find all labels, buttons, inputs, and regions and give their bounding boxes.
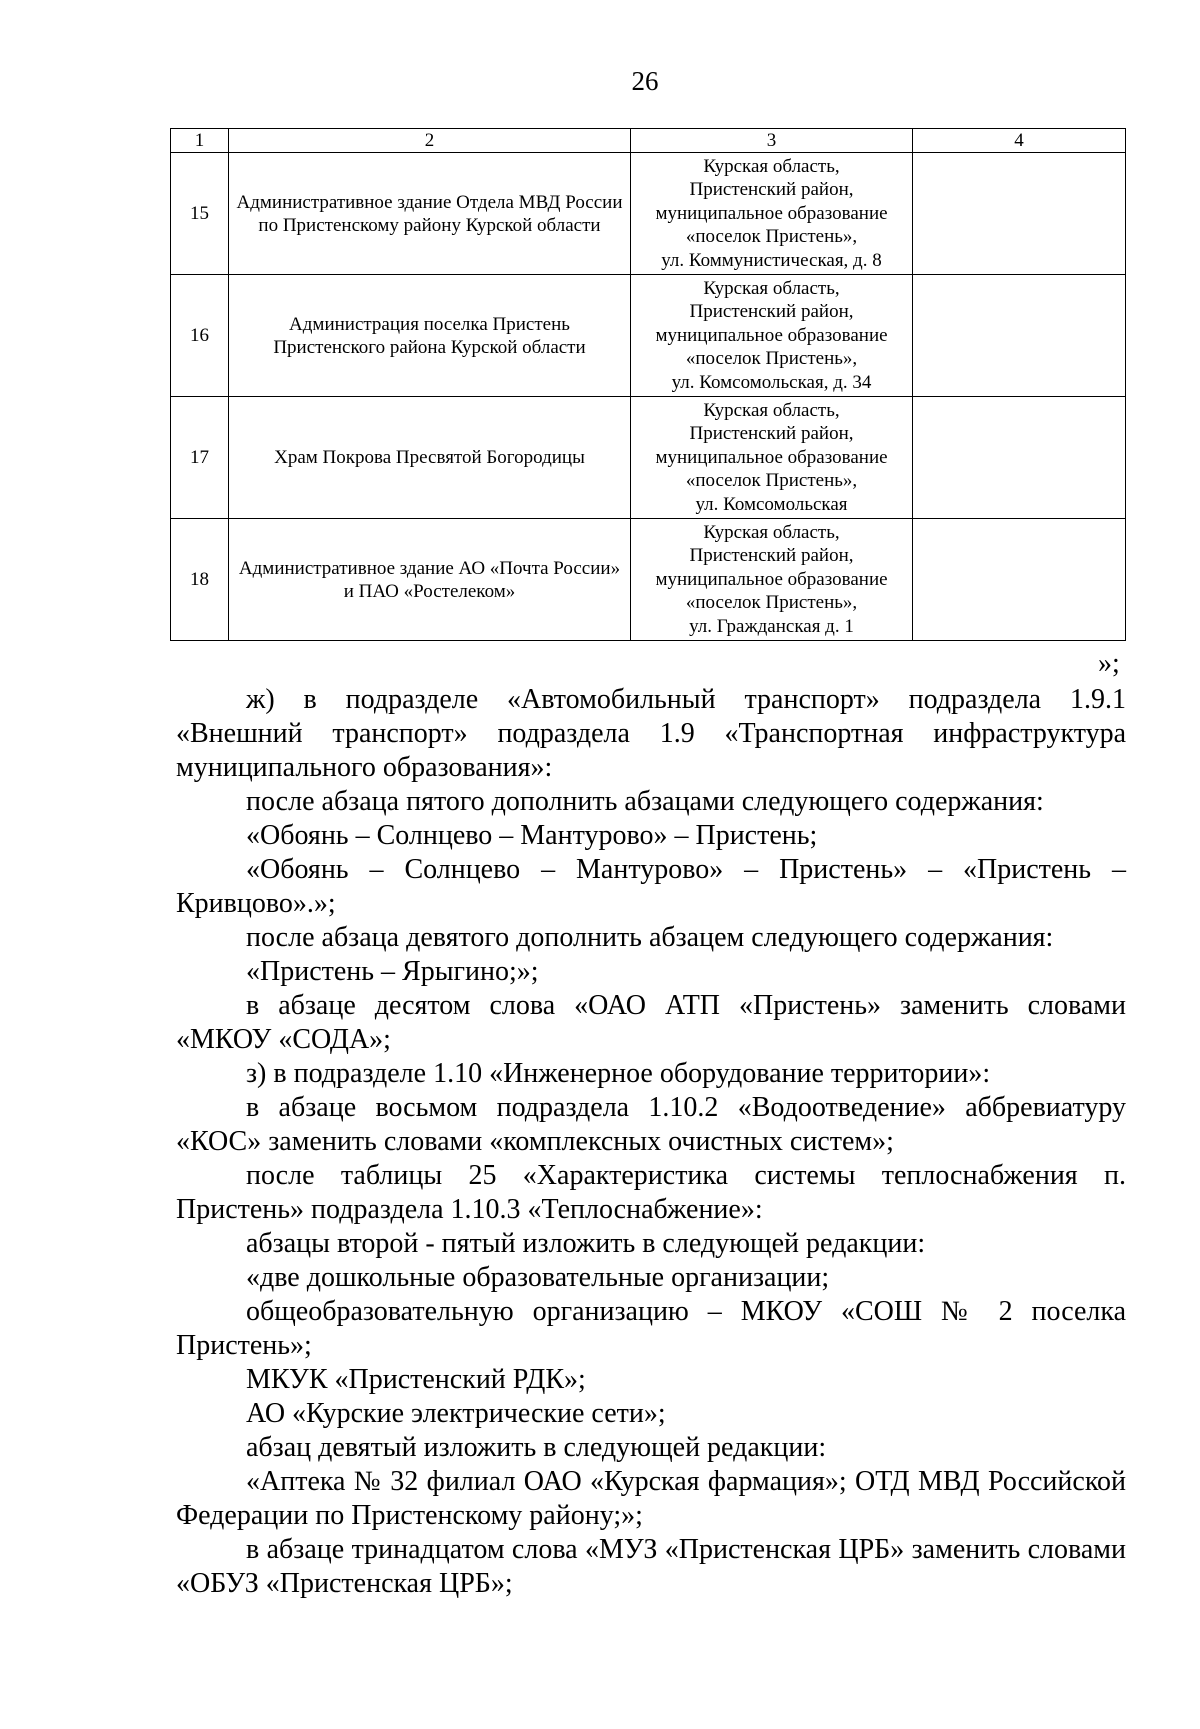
paragraph: ж) в подразделе «Автомобильный транспорт» подраздела 1.9.1 «Внешний транспорт» подраздела 1.9 «Транспортная инфраструктура муниципального образования»: <box>176 684 1126 783</box>
address-line: «поселок Пристень», <box>685 470 858 492</box>
address-line: «поселок Пристень», <box>685 348 858 370</box>
paragraph: МКУК «Пристенский РДК»; <box>246 1364 586 1395</box>
table-header-cell: 3 <box>631 129 913 153</box>
address-line: Курская область, <box>703 155 840 177</box>
paragraph: в абзаце тринадцатом слова «МУЗ «Пристенская ЦРБ» заменить словами «ОБУЗ «Пристенская ЦРБ»; <box>176 1534 1126 1599</box>
paragraph: общеобразовательную организацию – МКОУ «СОШ № 2 поселка Пристень»; <box>176 1296 1126 1361</box>
object-name: Храм Покрова Пресвятой Богородицы <box>229 397 631 519</box>
row-number: 17 <box>171 397 229 519</box>
address-line: муниципальное образование <box>655 324 888 346</box>
table-header-cell: 1 <box>171 129 229 153</box>
paragraph: после таблицы 25 «Характеристика системы теплоснабжения п. Пристень» подраздела 1.10.3 «Теплоснабжение»: <box>176 1160 1126 1225</box>
table-header-cell: 4 <box>913 129 1126 153</box>
paragraph: абзац девятый изложить в следующей редакции: <box>246 1432 827 1463</box>
paragraph: абзацы второй - пятый изложить в следующей редакции: <box>246 1228 926 1259</box>
paragraph: в абзаце восьмом подраздела 1.10.2 «Водоотведение» аббревиатуру «КОС» заменить словами «комплексных очистных систем»; <box>176 1092 1126 1157</box>
address-line: Курская область, <box>703 277 840 299</box>
table-row <box>171 275 1126 397</box>
address-line: «поселок Пристень», <box>685 226 858 248</box>
object-note <box>913 397 1126 519</box>
object-note <box>913 275 1126 397</box>
paragraph: «Обоянь – Солнцево – Мантурово» – Пристень; <box>246 820 818 851</box>
object-name: Административное здание Отдела МВД России по Пристенскому району Курской области <box>229 153 631 275</box>
address-line: ул. Комсомольская <box>695 493 848 515</box>
object-name: Административное здание АО «Почта России» и ПАО «Ростелеком» <box>229 519 631 641</box>
page-number: 26 <box>631 66 659 96</box>
paragraph: после абзаца девятого дополнить абзацем следующего содержания: <box>246 922 1054 953</box>
row-number: 18 <box>171 519 229 641</box>
address-line: муниципальное образование <box>655 202 888 224</box>
address-line: Курская область, <box>703 399 840 421</box>
object-address <box>631 519 913 641</box>
address-line: Пристенский район, <box>689 423 854 445</box>
paragraph: «Аптека № 32 филиал ОАО «Курская фармация»; ОТД МВД Российской Федерации по Пристенскому району;»; <box>176 1466 1126 1531</box>
paragraph: АО «Курские электрические сети»; <box>246 1398 666 1429</box>
address-line: ул. Коммунистическая, д. 8 <box>661 249 882 271</box>
object-address <box>631 397 913 519</box>
objects-table <box>170 128 1126 641</box>
table-row <box>171 397 1126 519</box>
object-name: Администрация поселка Пристень Пристенского района Курской области <box>229 275 631 397</box>
table-closing-quote: »; <box>1098 648 1120 679</box>
object-note <box>913 153 1126 275</box>
address-line: муниципальное образование <box>655 568 888 590</box>
paragraph: «Пристень – Ярыгино;»; <box>246 956 539 987</box>
object-note <box>913 519 1126 641</box>
address-line: Пристенский район, <box>689 301 854 323</box>
paragraph: з) в подразделе 1.10 «Инженерное оборудование территории»: <box>246 1058 991 1089</box>
paragraph: «две дошкольные образовательные организации; <box>246 1262 830 1293</box>
table-header-cell: 2 <box>229 129 631 153</box>
row-number: 15 <box>171 153 229 275</box>
address-line: муниципальное образование <box>655 446 888 468</box>
address-line: ул. Комсомольская, д. 34 <box>671 371 872 393</box>
address-line: ул. Гражданская д. 1 <box>689 615 854 637</box>
table-header-row <box>171 129 1126 153</box>
address-line: Пристенский район, <box>689 179 854 201</box>
address-line: «поселок Пристень», <box>685 592 858 614</box>
paragraph: «Обоянь – Солнцево – Мантурово» – Пристень» – «Пристень – Кривцово».»; <box>176 854 1126 919</box>
address-line: Курская область, <box>703 521 840 543</box>
paragraph: в абзаце десятом слова «ОАО АТП «Пристень» заменить словами «МКОУ «СОДА»; <box>176 990 1126 1055</box>
table-row <box>171 153 1126 275</box>
table-row <box>171 519 1126 641</box>
object-address <box>631 153 913 275</box>
paragraph: после абзаца пятого дополнить абзацами следующего содержания: <box>246 786 1044 817</box>
address-line: Пристенский район, <box>689 545 854 567</box>
object-address <box>631 275 913 397</box>
row-number: 16 <box>171 275 229 397</box>
document-body <box>176 683 1126 1601</box>
